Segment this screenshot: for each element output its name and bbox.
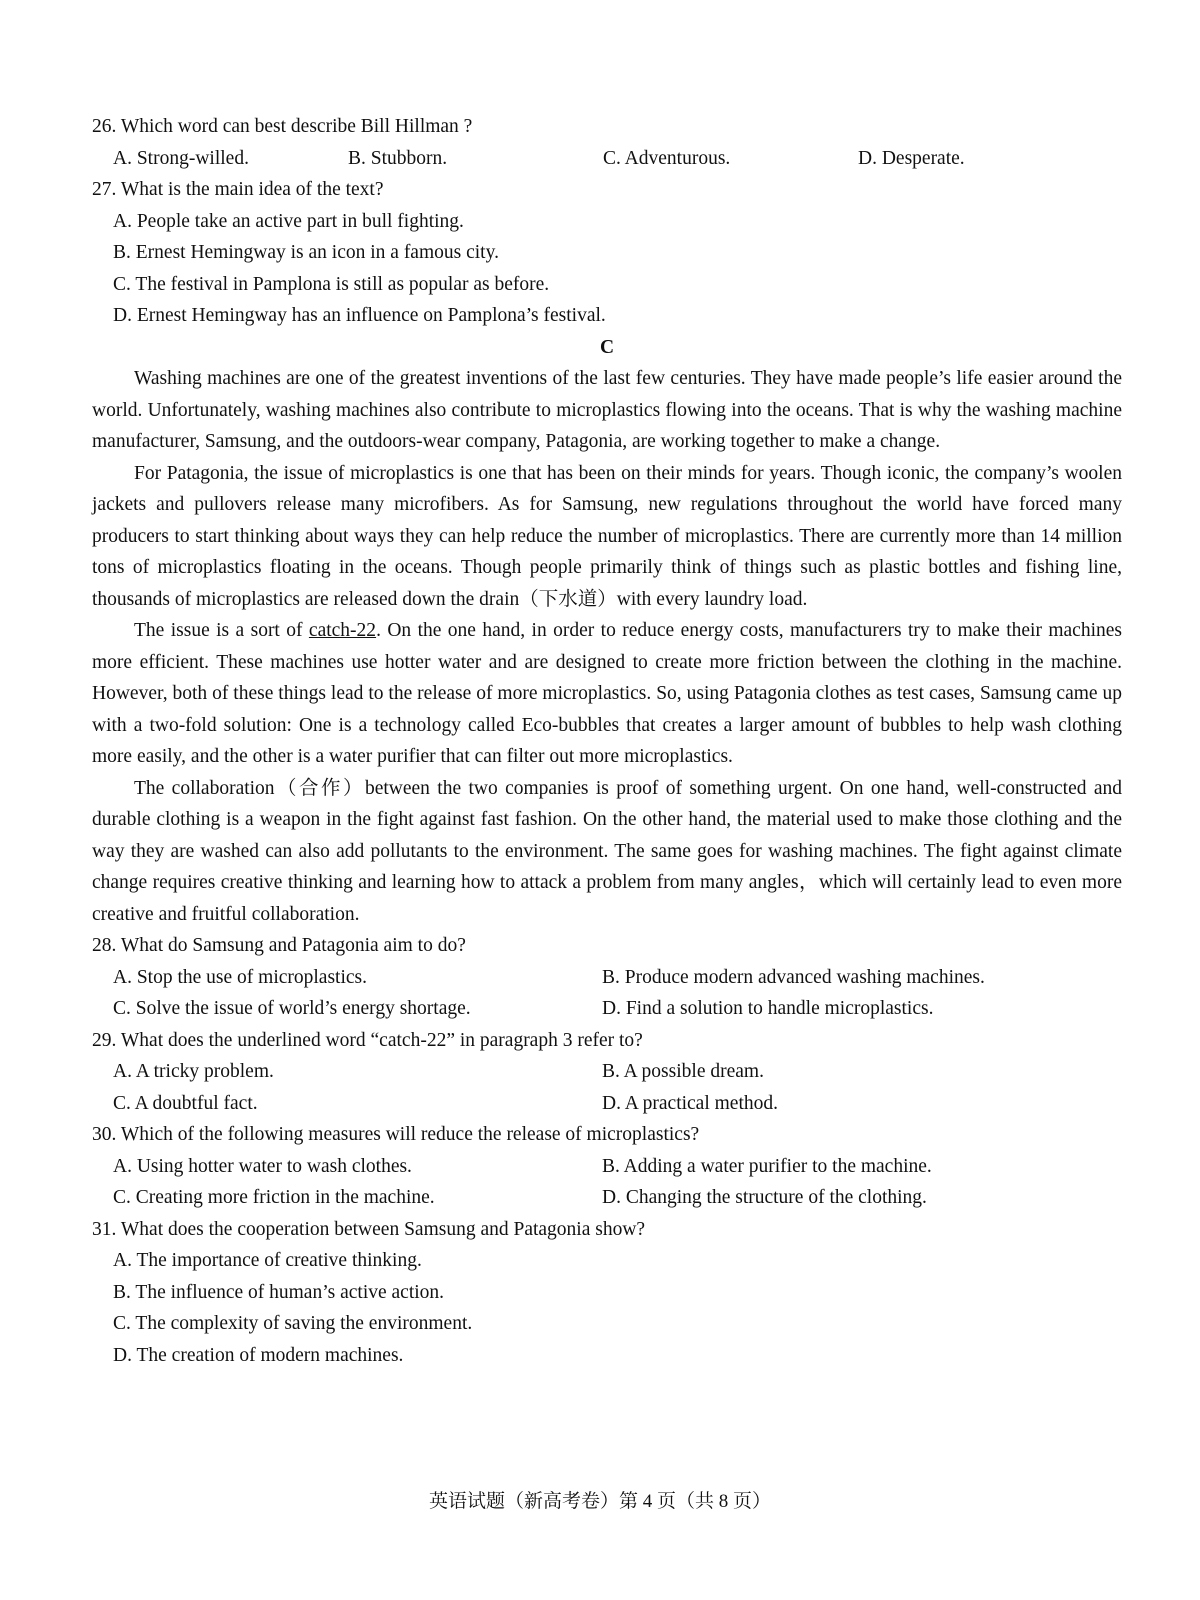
question-stem: 29. What does the underlined word “catch-22” in paragraph 3 refer to? [92, 1029, 643, 1051]
paragraph-2: For Patagonia, the issue of microplastics is one that has been on their minds for years. Though iconic, the company’s woolen jackets and pullovers release many microfibers. As for Samsung, new regulations throughout the world have forced many producers to start thinking about ways they can help reduce the number of microplastics. There are currently more than 14 million tons of microplastics floating in the oceans. Though people primarily think of things such as plastic bottles and fishing line, thousands of microplastics are released down the drain（下水道）with every laundry load. [92, 462, 1122, 610]
paragraph-3-start: The issue is a sort of [134, 620, 309, 641]
question-26 [92, 111, 1122, 174]
options-row [92, 1182, 1122, 1214]
options-row [92, 993, 1122, 1025]
options-row [92, 143, 1122, 175]
question-31 [92, 1214, 1122, 1372]
option-b: B. The influence of human’s active action. [113, 1281, 445, 1303]
question-stem: 30. Which of the following measures will reduce the release of microplastics? [92, 1124, 700, 1145]
paragraph-3 [92, 615, 1122, 773]
options-row [92, 1151, 1122, 1183]
option-b: B. Stubborn. [348, 147, 448, 169]
option-a: A. Strong-willed. [113, 147, 249, 169]
option-c: C. The festival in Pamplona is still as popular as before. [113, 273, 550, 295]
option-d: D. A practical method. [602, 1092, 778, 1114]
question-stem: 31. What does the cooperation between Samsung and Patagonia show? [92, 1218, 646, 1240]
underlined-word: catch-22 [308, 620, 377, 641]
option-c: C. The complexity of saving the environment. [113, 1313, 473, 1334]
option-a: A. People take an active part in bull fighting. [113, 210, 464, 232]
question-stem: 28. What do Samsung and Patagonia aim to do? [92, 935, 466, 956]
question-stem: 26. Which word can best describe Bill Hillman ? [92, 116, 473, 137]
option-c: C. A doubtful fact. [113, 1092, 258, 1114]
option-d: D. Find a solution to handle microplastics. [602, 998, 934, 1019]
option-d: D. Changing the structure of the clothing. [602, 1187, 927, 1208]
exam-page [92, 111, 1122, 1371]
options-row [92, 1088, 1122, 1120]
question-27 [92, 174, 1122, 332]
option-b: B. Produce modern advanced washing machines. [602, 966, 985, 988]
option-c: C. Adventurous. [603, 147, 731, 169]
option-d: D. Desperate. [858, 147, 965, 169]
paragraph-3-rest: . On the one hand, in order to reduce energy costs, manufacturers try to make their machines more efficient. These machines use hotter water and are designed to create more friction between the clothing in the machine. However, both of these things lead to the release of more microplastics. So, using Patagonia clothes as test cases, Samsung came up with a two-fold solution: One is a technology called Eco-bubbles that creates a larger amount of bubbles to help wash clothing more easily, and the other is a water purifier that can filter out more microplastics. [92, 620, 1122, 767]
section-heading: C [599, 336, 615, 358]
question-30 [92, 1119, 1122, 1214]
question-29 [92, 1025, 1122, 1120]
option-b: B. Adding a water purifier to the machine. [602, 1155, 932, 1177]
question-28 [92, 930, 1122, 1025]
paragraph-4: The collaboration（合作）between the two companies is proof of something urgent. On one hand, well-constructed and durable clothing is a weapon in the fight against fast fashion. On the other hand, the material used to make those clothing and the way they are washed can also add pollutants to the environment. The same goes for washing machines. The fight against climate change requires creative thinking and learning how to attack a problem from many angles，which will certainly lead to even more creative and fruitful collaboration. [92, 777, 1122, 925]
paragraph-1: Washing machines are one of the greatest inventions of the last few centuries. They have made people’s life easier around the world. Unfortunately, washing machines also contribute to microplastics flowing into the oceans. That is why the washing machine manufacturer, Samsung, and the outdoors-wear company, Patagonia, are working together to make a change. [92, 368, 1122, 452]
options-row [92, 1056, 1122, 1088]
option-d: D. The creation of modern machines. [113, 1344, 404, 1366]
reading-passage [92, 363, 1122, 930]
option-d: D. Ernest Hemingway has an influence on Pamplona’s festival. [113, 305, 606, 326]
option-a: A. A tricky problem. [113, 1061, 274, 1082]
page-footer: 英语试题（新高考卷）第 4 页（共 8 页） [428, 1491, 771, 1512]
option-c: C. Creating more friction in the machine. [113, 1187, 435, 1208]
option-a: A. Stop the use of microplastics. [113, 966, 368, 988]
option-c: C. Solve the issue of world’s energy shortage. [113, 998, 471, 1019]
options-row [92, 962, 1122, 994]
question-stem: 27. What is the main idea of the text? [92, 179, 384, 200]
option-a: A. Using hotter water to wash clothes. [113, 1155, 412, 1177]
option-b: B. Ernest Hemingway is an icon in a famous city. [113, 242, 499, 263]
option-a: A. The importance of creative thinking. [113, 1250, 422, 1271]
option-b: B. A possible dream. [602, 1061, 764, 1082]
